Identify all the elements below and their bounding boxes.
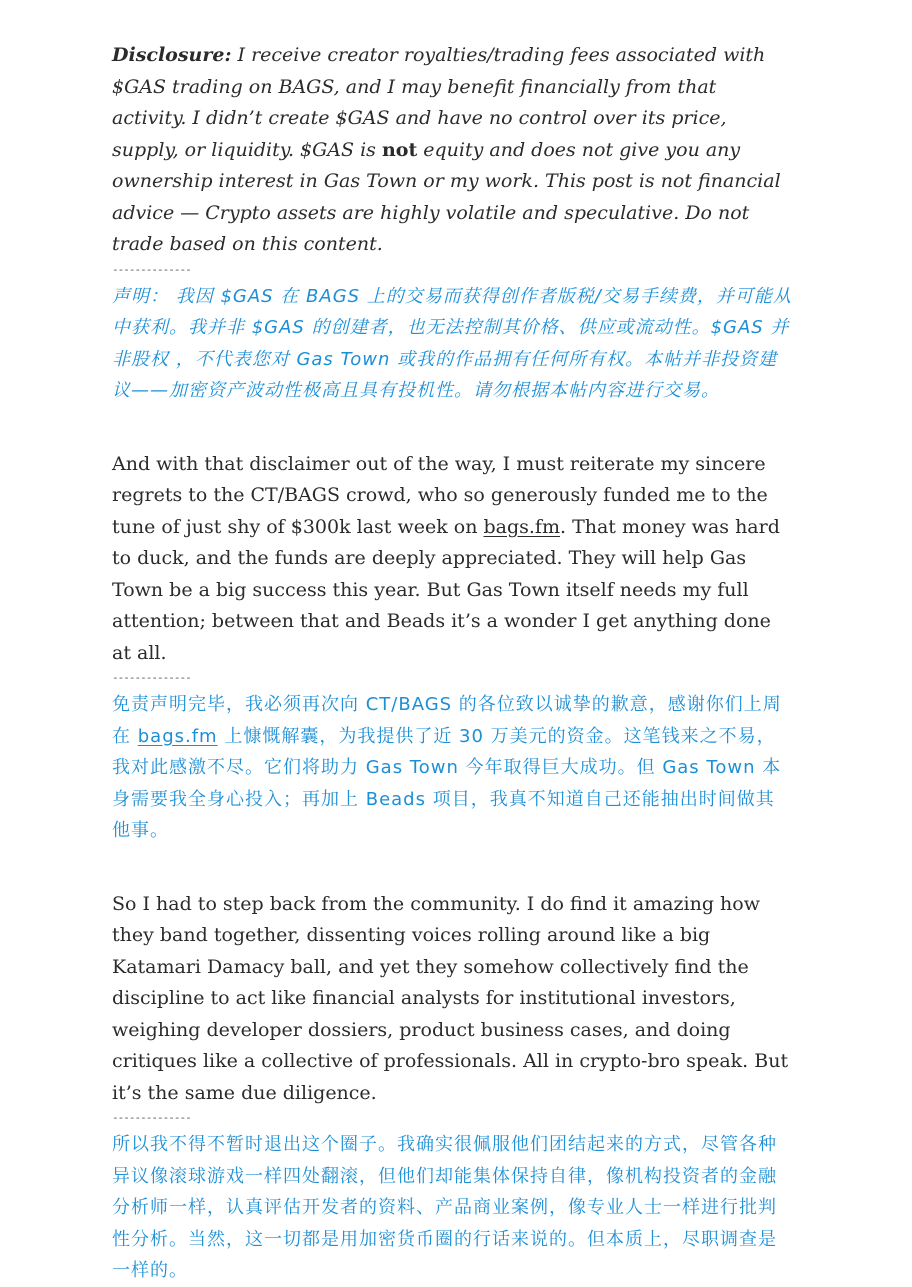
disclosure-paragraph	[112, 40, 792, 261]
paragraph-2	[112, 449, 792, 670]
disclosure-translation: 声明： 我因 $GAS 在 BAGS 上的交易而获得创作者版税/交易手续费，并可能从中获利。我并非 $GAS 的创建者，也无法控制其价格、供应或流动性。$GAS 并非股权 ，不代表您对 Gas Town 或我的作品拥有任何所有权。本帖并非投资建议——加密资产波动性极高且具有投机性。请勿根据本帖内容进行交易。	[112, 285, 792, 401]
paragraph-2-zh-text-1: 免责声明完毕，我必须再次向 CT/BAGS 的各位致以诚挚的歉意，感谢你们上周在	[112, 694, 782, 747]
divider: --------------	[112, 264, 191, 275]
paragraph-2-text-2: . That money was hard to duck, and the funds are deeply appreciated. They will help Gas Town be a big success this year. But Gas Town itself needs my full attention; between that and Beads it’s a wonder I get anything done at all.	[112, 515, 780, 664]
divider: --------------	[112, 673, 191, 683]
disclosure-emphasis: not	[381, 138, 418, 161]
disclosure-text-2: equity and does not give you any ownership interest in Gas Town or my work. This post is not financial advice — Crypto assets are highly volatile and speculative. Do not trade based on this content.	[112, 138, 781, 255]
bags-link[interactable]: bags.fm	[483, 515, 560, 538]
disclosure-section	[112, 40, 792, 407]
article-body	[112, 40, 792, 1287]
paragraph-2-text-1: And with that disclaimer out of the way, I must reiterate my sincere regrets to the CT/BAGS crowd, who so generously funded me to the tune of just shy of $300k last week on	[112, 452, 768, 538]
disclosure-label: Disclosure:	[112, 44, 232, 66]
paragraph-section-3	[112, 889, 792, 1287]
paragraph-section-2	[112, 449, 792, 847]
paragraph-3: So I had to step back from the community. I do find it amazing how they band together, dissenting voices rolling around like a big Katamari Damacy ball, and yet they somehow collectively find the discipline to act like financial analysts for institutional investors, weighing developer dossiers, product business cases, and doing critiques like a collective of professionals. All in crypto-bro speak. But it’s the same due diligence.	[112, 892, 789, 1104]
paragraph-2-translation	[112, 689, 792, 847]
paragraph-2-zh-text-2: 上慷慨解囊，为我提供了近 30 万美元的资金。这笔钱来之不易，我对此感激不尽。它们将助力 Gas Town 今年取得巨大成功。但 Gas Town 本身需要我全身心投入；再加上 Beads 项目，我真不知道自己还能抽出时间做其他事。	[112, 725, 782, 841]
disclosure-text-1: I receive creator royalties/trading fees associated with $GAS trading on BAGS, and I may benefit financially from that activity. I didn’t create $GAS and have no control over its price, supply, or liquidity. $GAS is	[112, 44, 766, 161]
paragraph-3-translation: 所以我不得不暂时退出这个圈子。我确实很佩服他们团结起来的方式，尽管各种异议像滚球游戏一样四处翻滚，但他们却能集体保持自律，像机构投资者的金融分析师一样，认真评估开发者的资料、产品商业案例，像专业人士一样进行批判性分析。当然，这一切都是用加密货币圈的行话来说的。但本质上，尽职调查是一样的。	[112, 1134, 777, 1281]
divider: --------------	[112, 1113, 191, 1123]
bags-link-zh[interactable]: bags.fm	[137, 725, 218, 747]
